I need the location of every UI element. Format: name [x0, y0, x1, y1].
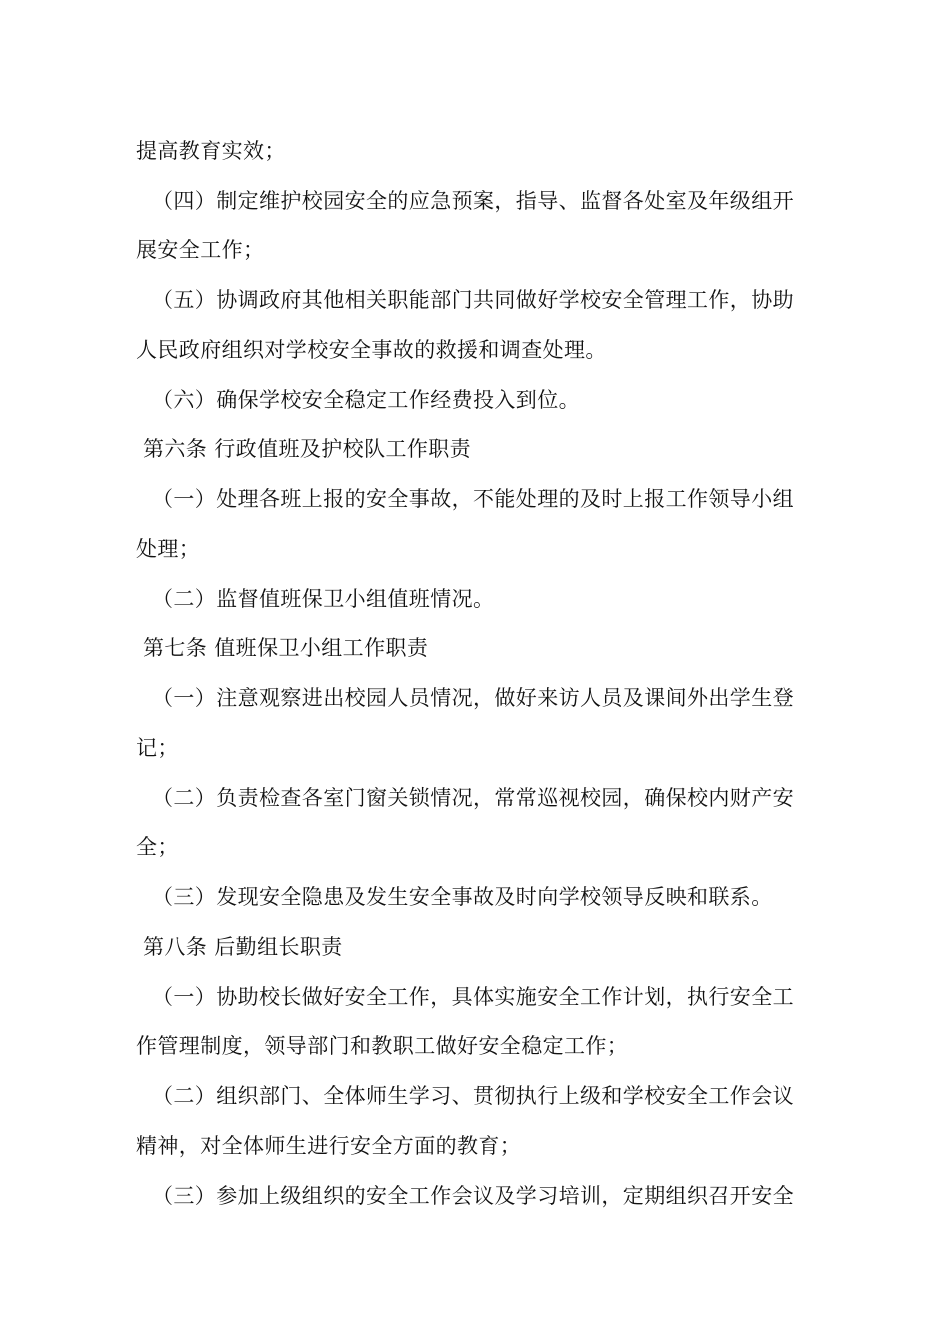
text-line: 作管理制度，领导部门和教职工做好安全稳定工作；	[136, 1034, 629, 1058]
text-line: （一）协助校长做好安全工作，具体实施安全工作计划，执行安全工	[152, 985, 794, 1009]
text-line: 提高教育实效；	[136, 139, 286, 163]
text-line: （二）组织部门、全体师生学习、贯彻执行上级和学校安全工作会议	[152, 1084, 794, 1108]
section-heading: 第八条 后勤组长职责	[143, 935, 343, 959]
text-line: 精神，对全体师生进行安全方面的教育；	[136, 1134, 522, 1158]
text-line: （四）制定维护校园安全的应急预案，指导、监督各处室及年级组开	[152, 189, 794, 213]
text-line: （二）监督值班保卫小组值班情况。	[152, 587, 495, 611]
text-line: 处理；	[136, 537, 201, 561]
text-line: （三）发现安全隐患及发生安全事故及时向学校领导反映和联系。	[152, 885, 773, 909]
section-heading: 第七条 值班保卫小组工作职责	[143, 636, 429, 660]
text-line: （三）参加上级组织的安全工作会议及学习培训，定期组织召开安全	[152, 1184, 794, 1208]
text-line: （五）协调政府其他相关职能部门共同做好学校安全管理工作，协助	[152, 288, 794, 312]
section-heading: 第六条 行政值班及护校队工作职责	[143, 437, 472, 461]
text-line: （六）确保学校安全稳定工作经费投入到位。	[152, 388, 580, 412]
text-line: （二）负责检查各室门窗关锁情况，常常巡视校园，确保校内财产安	[152, 786, 794, 810]
text-line: （一）注意观察进出校园人员情况，做好来访人员及课间外出学生登	[152, 686, 794, 710]
text-line: （一）处理各班上报的安全事故，不能处理的及时上报工作领导小组	[152, 487, 794, 511]
text-line: 记；	[136, 736, 179, 760]
text-line: 全；	[136, 835, 179, 859]
text-line: 展安全工作；	[136, 238, 265, 262]
text-line: 人民政府组织对学校安全事故的救援和调查处理。	[136, 338, 607, 362]
